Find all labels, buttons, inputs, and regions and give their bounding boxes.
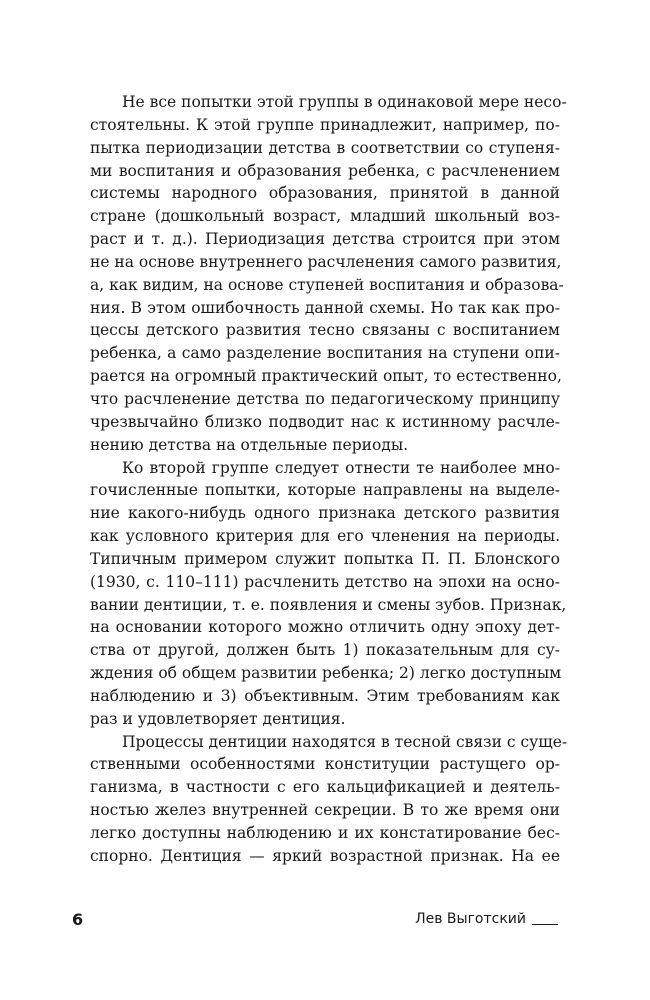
text-line: ственными особенностями конституции растущего ор- (90, 755, 560, 774)
text-line: Ко второй группе следует отнести те наиболее мно- (122, 458, 560, 477)
text-line: а, как видим, на основе ступеней воспитания и образова- (90, 275, 564, 294)
paragraph-3 (90, 731, 568, 868)
text-line: системы народного образования, принятой в данной (90, 184, 560, 203)
text-line: не на основе внутреннего расчленения самого развития, (90, 252, 562, 271)
text-line: цессы детского развития тесно связаны с воспитанием (90, 321, 560, 340)
text-line: стране (дошкольный возраст, младший школьный воз- (90, 207, 560, 226)
body-text (90, 91, 568, 868)
text-line: (1930, с. 110–111) расчленить детство на эпохи на осно- (90, 572, 560, 591)
text-line: ми воспитания и образования ребенка, с расчленением (90, 161, 560, 180)
text-line: легко доступны наблюдению и их констатирование бес- (90, 824, 560, 842)
text-line: гочисленные попытки, которые направлены на выделе- (90, 481, 560, 500)
text-line: наблюдению и 3) объективным. Этим требованиям как (90, 686, 560, 705)
text-line: Не все попытки этой группы в одинаковой мере несо- (122, 93, 567, 111)
text-line: ние какого-нибудь одного признака детского развития (90, 504, 560, 523)
text-line: ства от другой, должен быть 1) показательным для су- (90, 641, 560, 660)
text-line: Типичным примером служит попытка П. П. Блонского (90, 549, 560, 568)
paragraph-2 (90, 457, 567, 731)
text-line: на основании которого можно отличить одну эпоху дет- (90, 618, 560, 637)
text-line: как условного критерия для его членения на периоды. (90, 527, 560, 546)
text-line: спорно. Дентиция — яркий возрастной признак. На ее (90, 846, 560, 865)
text-line: ностью желез внутренней секреции. В то же время они (90, 801, 560, 820)
text-line: ждения об общем развитии ребенка; 2) легко доступным (90, 664, 562, 683)
text-line: ребенка, а само разделение воспитания на ступени опи- (90, 344, 560, 363)
text-line: ния. В этом ошибочность данной схемы. Но так как про- (90, 298, 560, 317)
text-line: Процессы дентиции находятся в тесной связи с суще- (122, 732, 568, 751)
author-name: Лев Выготский (415, 911, 526, 927)
text-line: нению детства на отдельные периоды. (90, 435, 409, 454)
page-number: 6 (72, 910, 84, 929)
text-line: что расчленение детства по педагогическому принципу (90, 389, 560, 408)
footer-rule (532, 924, 558, 925)
text-line: чрезвычайно близко подводит нас к истинному расчле- (90, 412, 560, 431)
text-line: раз и удовлетворяет дентиция. (90, 709, 346, 728)
text-line: раст и т. д.). Периодизация детства строится при этом (90, 230, 560, 249)
text-line: пытка периодизации детства в соответствии со ступеня- (90, 138, 560, 157)
paragraph-1 (90, 91, 567, 457)
text-line: вании дентиции, т. е. появления и смены зубов. Признак, (90, 595, 567, 614)
text-line: стоятельны. К этой группе принадлежит, например, по- (90, 115, 560, 134)
text-line: рается на огромный практический опыт, то естественно, (90, 367, 562, 386)
running-footer (415, 911, 558, 927)
text-line: ганизма, в частности с его кальцификацией и деятель- (90, 778, 560, 797)
